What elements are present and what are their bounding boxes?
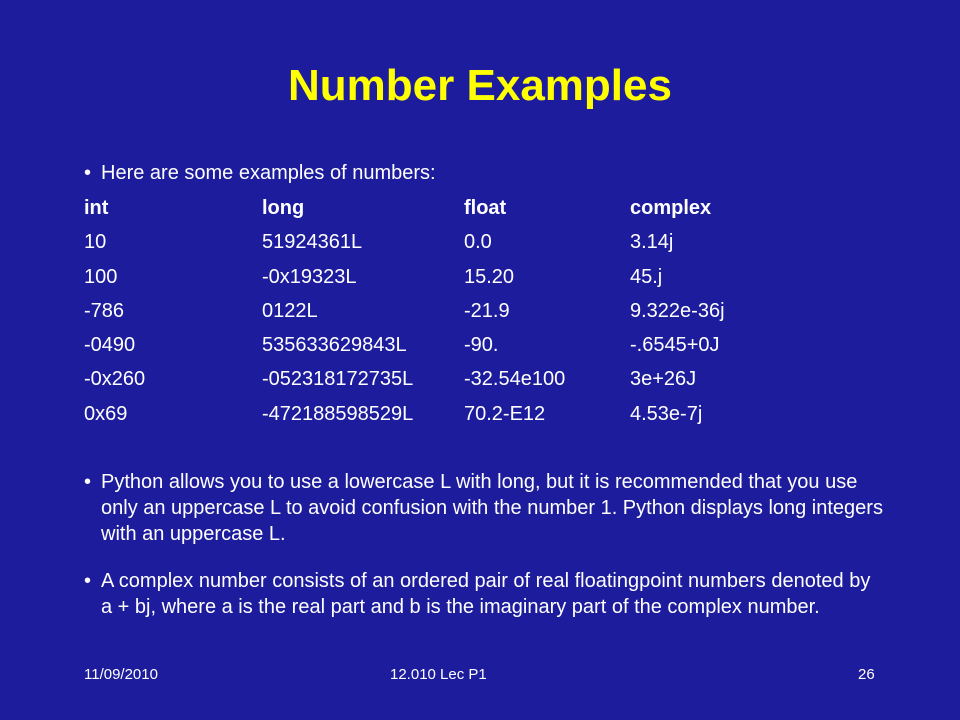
table-row: [84, 264, 844, 298]
intro-bullet-text: Here are some examples of numbers:: [101, 162, 436, 184]
table-row: [84, 298, 844, 332]
table-cell-complex: -.6545+0J: [630, 334, 720, 357]
table-row: [84, 401, 844, 435]
long-suffix-bullet: [84, 469, 884, 547]
table-cell-complex: 4.53e-7j: [630, 402, 703, 425]
table-cell-float: 70.2-E12: [464, 402, 546, 425]
bullet-dot-icon: •: [84, 162, 92, 184]
table-cell-int: -0490: [84, 334, 136, 357]
table-cell-int: -786: [84, 299, 125, 322]
long-suffix-bullet-text: Python allows you to use a lowercase L with long, but it is recommended that you use only an uppercase L to avoid confusion with the number 1. Python displays long integers with an uppercase L.: [101, 471, 883, 545]
table-cell-long: -0x19323L: [262, 265, 357, 288]
footer-course: 12.010 Lec P1: [390, 666, 487, 683]
table-cell-float: -21.9: [464, 299, 510, 322]
table-cell-long: -052318172735L: [262, 368, 414, 391]
intro-bullet: [84, 160, 884, 186]
table-cell-int: 100: [84, 265, 118, 288]
table-cell-int: -0x260: [84, 368, 146, 391]
table-row: [84, 366, 844, 400]
table-cell-complex: 45.j: [630, 265, 663, 288]
header-complex: complex: [630, 197, 712, 219]
table-cell-complex: 9.322e-36j: [630, 299, 725, 322]
footer-page-number: 26: [858, 666, 875, 683]
slide-title: Number Examples: [288, 61, 672, 110]
table-cell-complex: 3e+26J: [630, 368, 697, 391]
table-cell-int: 0x69: [84, 402, 128, 425]
table-row: [84, 229, 844, 263]
bullet-dot-icon: •: [84, 471, 92, 493]
complex-number-bullet-text: A complex number consists of an ordered pair of real floatingpoint numbers denoted by a + bj, where a is the real part and b is the imaginary part of the complex number.: [101, 570, 871, 618]
header-int: int: [84, 197, 109, 219]
table-cell-float: 0.0: [464, 231, 492, 254]
table-cell-long: 51924361L: [262, 231, 363, 254]
table-cell-float: -90.: [464, 334, 499, 357]
table-cell-long: 0122L: [262, 299, 318, 322]
table-cell-float: 15.20: [464, 265, 515, 288]
header-long: long: [262, 197, 305, 219]
table-row: [84, 332, 844, 366]
table-cell-complex: 3.14j: [630, 231, 674, 254]
table-cell-int: 10: [84, 231, 107, 254]
footer-date: 11/09/2010: [84, 666, 158, 683]
header-float: float: [464, 197, 507, 219]
table-cell-long: 535633629843L: [262, 334, 407, 357]
complex-number-bullet: [84, 568, 884, 620]
table-cell-float: -32.54e100: [464, 368, 566, 391]
table-cell-long: -472188598529L: [262, 402, 414, 425]
number-examples-table: [84, 195, 844, 435]
table-header-row: [84, 195, 844, 229]
bullet-dot-icon: •: [84, 570, 92, 592]
